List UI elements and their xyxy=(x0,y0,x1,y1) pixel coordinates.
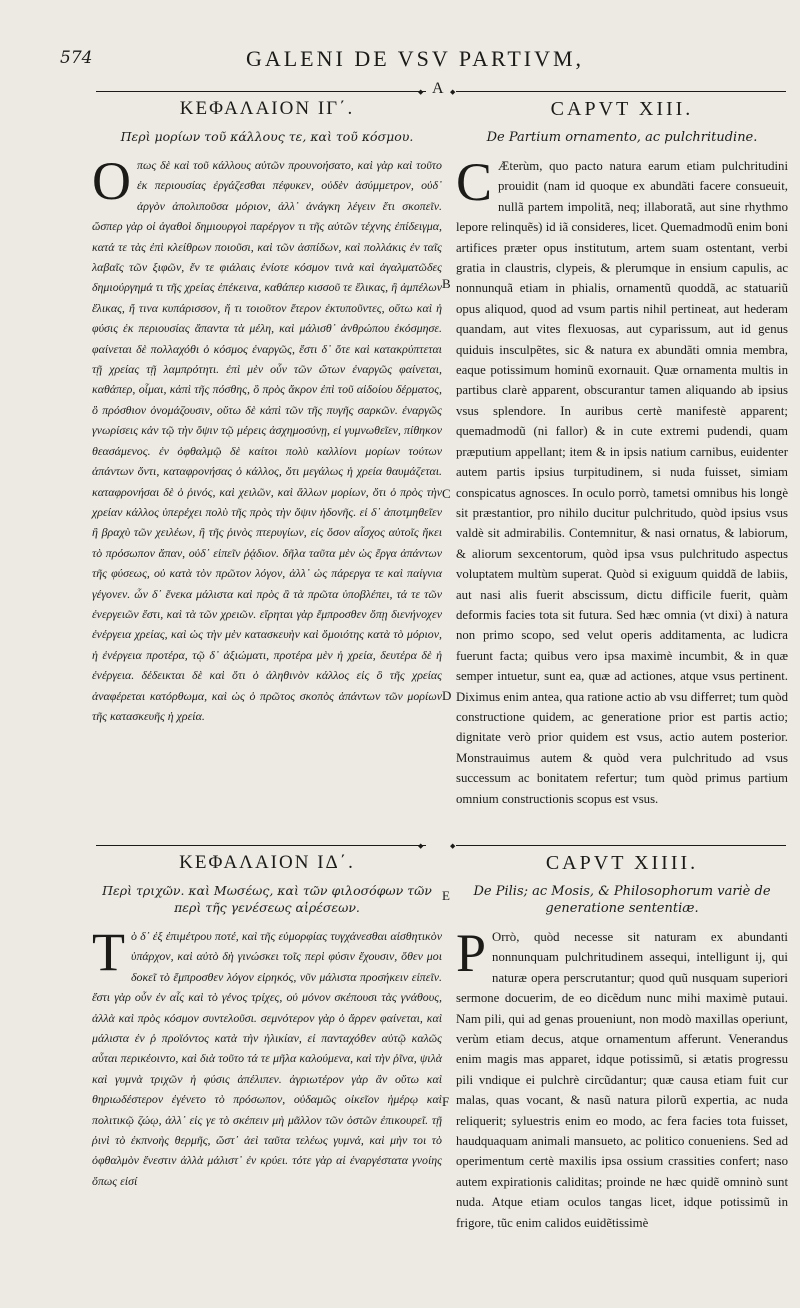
chapter-text: Orrò, quòd necesse sit naturam ex abundanti nonnunquam pulchritudinem assequi, intelligunt ij, qui naturæ opera perscrutantur; quod quũ nusquam superiori sermone docuerim, de eo dicẽdum nunc mihi maximè putaui. Nam pili, qui ad genas proueniunt, non modò maxillas operiunt, verùm etiam decus, atque ornamentum afferunt. Venerandus enim magis mas apparet, idque potissimũ, si ætatis progressu pili vndique ei pulchrè circũdantur; quæ causa etiam fuit cur malas, quas vocant, & nasũ natura pilorũ expertia, ac nuda reliquerit; syluestris enim eo modo, ac fera facies tota fuisset, haudquaquam animali mansueto, ac politico conueniens. Sed ad operimentum certè maxilis ipsa ossium crassities confert; naso autem expirationis caliditas; proinde ne hæc quidẽ omninò sunt nuda. Atque etiam oculos tangas licet, idque potissimũ in frigore, tũc enim calidos euidẽtissimè xyxy=(456,930,788,1230)
margin-letter-f: F xyxy=(442,1094,450,1109)
greek-chapter-13 xyxy=(92,98,442,726)
section-mark-a: A xyxy=(432,80,444,97)
margin-letter-c: C xyxy=(442,486,451,501)
chapter-subtitle: Περὶ μορίων τοῦ κάλλους τε, καὶ τοῦ κόσμου. xyxy=(120,129,414,144)
chapter-subtitle: De Partium ornamento, ac pulchritudine. xyxy=(486,130,758,145)
chapter-subtitle: De Pilis; ac Mosis, & Philosophorum variè de generatione sententiæ. xyxy=(473,884,771,916)
rule-right xyxy=(456,91,786,92)
rule-left xyxy=(96,845,426,846)
chapter-heading: CAPVT XIIII. xyxy=(545,852,699,874)
page-header xyxy=(60,42,770,82)
drop-cap: Τ xyxy=(92,922,125,982)
chapter-subtitle: Περὶ τριχῶν. καὶ Μωσέως, καὶ τῶν φιλοσόφων τῶν περὶ τῆς γενέσεως αἱρέσεων. xyxy=(102,883,432,915)
chapter-text: ὸ δ᾽ ἐξ ἐπιμέτρου ποτέ, καὶ τῆς εὐμορφίας τυγχάνεσθαι αἰσθητικὸν ὑπάρχον, καὶ αὐτὸ δὴ γινώσκει τοῖς περὶ φύσιν ἔχουσιν, ὅθεν μοι δοκεῖ τὸ ἔμπροσθεν λόγον εἰρηκός, νῦν μάλιστα προσήκειν εἰπεῖν. ἔστι γὰρ οὖν ἐν αἷς καὶ τὸ γένος τρίχες, οὐ μόνον σκέπουσι τὰς γνάθους, ἀλλὰ καὶ πρὸς κόσμον συντελοῦσι. σεμνότερον γὰρ ὁ ἄρρεν φαίνεται, καὶ μάλιστα ἐν ῥ προϊόντος κατὰ τὴν ἡλικίαν, εἰ πανταχόθεν αὐτῷ καλῶς αὗται περικέοιντο, καὶ διὰ τοῦτο τά τε μῆλα καλούμενα, καὶ τὴν ῥῖνα, ψιλὰ καὶ γυμνὰ τριχῶν ἡ φύσις ἀπέλιπεν. ἀγριωτέρον γὰρ ἂν οὕτω καὶ θηριωδέστερον ἐγένετο τὸ πρόσωπον, οὐδαμῶς οἰκεῖον ἡμέρῳ καὶ πολιτικῷ ζώῳ, ἀλλ᾽ εἰς γε τὸ σκέπειν μὴ μᾶλλον τῶν ὀστῶν ἐπικουρεῖ. τῇ ῥινὶ τὸ ἐκπνοὴς θερμῆς, ὥστ᾽ ἀεὶ ταῦτα τελέως γυμνά, καὶ μὴν τοι τὸ ὀφθαλμὸν ἔνεστιν ἀλλὰ μάλιστ᾽ ἐν κρύει. τότε γὰρ αἱ ἐναργέστατα γνοίης ὅπως εἰσί xyxy=(92,929,442,1188)
margin-letter-b: B xyxy=(442,276,451,291)
page-number: 574 xyxy=(60,48,93,68)
chapter-body xyxy=(456,152,788,809)
margin-letter-e: E xyxy=(442,888,450,903)
rule-left xyxy=(96,91,426,92)
latin-chapter-13 xyxy=(456,98,788,809)
rule-right xyxy=(456,845,786,846)
chapter-text: Æterùm, quo pacto natura earum etiam pulchritudini prouidit (nam id quoque ex abundãti facere consueuit, nullã partem impolitã, neq; illaboratã, aut sine rhythmo lepore relinquẽs) id iã consideres, licet. Quemadmodũ enim boni artifices præter opus institutum, artem suam ostentant, verbi gratia in claustris, clypeis, & plerumque in ensium capulis, ac nonnunquã etiam in phialis, ornamentũ quoddã, ac statuariũ opus aliquod, quod ad vsum partis nihil pertineat, aut hederam quandam, aut vites flexuosas, aut cyparissum, aut id genus quiduis insculpẽtes, sic & natura ex abundãti omnia membra, eaque potissimum hominũ exornauit. Quæ ornamenta multis in partibus clarè apparent, obscurantur tamen aliquando ab ipsius vsus splendore. In auribus certè manifestè apparent; quemadmodũ (ni fallor) & in cute extremi pudendi, quam præputium appellant; item & in ipsis natium carnibus, euidenter autem partis ipsius turpitudinem, si nuda fuisset, simiam conspicatus agnosces. In oculo porrò, tametsi omnibus his longè sit præstantior, pro nihilo ducitur pulchritudo, quòd ipsius vsus valdè sit admirabilis. Contemnitur, & nasi ornatus, & labiorum, & aliorum sexcentorum, quòd ipsa vsus pulchritudo aspectus voluptatem multùm superat. Quòd si exiguum quiddã de labiis, aut nasi alis fuerit abscissum, dictu difficile fuerit, quàm deformis facies tota sit futura. Sed hæc omnia (vt dixi) à natura non primo scopo, sed velut operis additamenta, ac ludicra fuerunt facta; quibus vero ipsa maximè incumbit, & in quæ semper intuetur, sunt ea, quæ ad actiones, atque vsus pertinent. Diximus enim antea, qua ratione actio ab vsu differret; tum quòd constructione quidem, ac generatione prior est partis actio; dignitate verò prior quidem est vsus, actio autem posterior. Monstrauimus autem & quòd vera pulchritudo ad vsus successum ac bonitatem refertur; tum quòd primus partium omnium constructionis scopus est vsus. xyxy=(456,159,788,806)
middle-rule: ◆ ◆ xyxy=(96,834,786,858)
top-rule: ◆ A ◆ xyxy=(96,80,786,104)
chapter-heading: CAPVT XIII. xyxy=(550,98,694,120)
margin-letter-d: D xyxy=(442,688,452,703)
running-title: GALENI DE VSV PARTIVM, xyxy=(245,46,585,71)
drop-cap: C xyxy=(456,152,493,212)
chapter-body xyxy=(92,922,442,1191)
drop-cap: Ο xyxy=(92,151,131,211)
chapter-text: πως δὲ καὶ τοῦ κάλλους αὐτῶν προυνοήσατο, καὶ γὰρ καὶ τοῦτο ἐκ περιουσίας ἐργάζεσθαι πέφυκεν, οὐδὲν ἀσύμμετρον, οὐδ᾽ ἀργὸν ἀπολιποῦσα μόριον, ἀλλ᾽ ἀνάγκη λέγειν ἔτι σκοπεῖν. ὥσπερ γὰρ οἱ ἀγαθοὶ δημιουργοὶ παρέργον τι τῆς αὐτῶν τέχνης ἐπίδειγμα, κατά τε τὰς ἐπὶ κλείθρων ποιοῦσι, καὶ τῶν ἀσπίδων, καὶ πολλάκις ἐν ταῖς λαβαῖς τῶν ξιφῶν, ἔν τε φιάλαις ἐνίοτε κόσμον τινὰ καὶ ἀγαλματῶδες δημιούργημά τι τῆς χρείας ἐπέκεινα, καθάπερ κισσοῦ τε ἕλικας, ἢ ἀμπέλων ἕλικας, ἤ τινα κυπάρισσον, ἤ τι τοιοῦτον ἕτερον ἐκτυποῦντες, οὕτω καὶ ἡ φύσις ἐκ περιουσίας ἅπαντα τὰ μέλη, καὶ μάλισθ᾽ ἀνθρώπου ἐκόσμησε. φαίνεται δὲ πολλαχόθι ὁ κόσμος ἐναργῶς, ἔστι δ᾽ ὅτε καὶ κατακρύπτεται τῇ χρείας τῇ λαμπρότητι. ἐπὶ μὲν οὖν τῶν ὤτων ἐναργῶς φαίνεται, καθάπερ, οἶμαι, κἀπὶ τῆς πόσθης, ὃ πρὸς ἄκρον ἐπὶ τοῦ αἰδοίου δέρματος, ὃ πρόσθιον ὀνομάζουσιν, οὕτω δὲ κἀπὶ τῶν τῆς πυγῆς σαρκῶν. ἐναργῶς γνωρίσεις κἀν τῷ τὴν ὄψιν τῷ μέρεις ἀσχημοσύνῃ, εἰ γυμνωθεῖεν, πίθηκον θεασάμενος. ἐν ὀφθαλμῷ δὲ καίτοι πολὺ καλλίονι μορίων τούτων ἁπάντων ὄντι, καταφρονήσας ὁ κάλλος, ὅτι μεγάλως ἡ χρεία θαυμάζεται. καταφρονήσαι δὲ ὁ ῥινός, καὶ χειλῶν, καὶ ἄλλων μορίων, ὅτι ὁ πρὸς τὴν χρείαν κάλλος ὑπερέχει πολὺ τῆς πρὸς τὴν ὄψιν ἡδονῆς. εἰ δ᾽ ἀποτμηθεῖεν ἢ βραχὺ τῶν χειλέων, ἢ τῆς ῥινὸς πτερυγίων, εἰς ὅσον αἶσχος αὐτοῖς ἥκει τὸ πρόσωπον ἅπαν, οὐδ᾽ εἰπεῖν ῥᾴδιον. δῆλα ταῦτα μὲν ὡς ἔργα ἀπάντων τῆς φύσεως, οὐ κατὰ τὸν πρῶτον λόγον, ἀλλ᾽ ὡς πάρεργα τε καὶ παίγνια γέγονεν. ὧν δ᾽ ἕνεκα μάλιστα καὶ πρὸς ἃ τὰ πρῶτα ὑποβλέπει, τά τε τῶν ἐνεργειῶν ἔστι, καὶ τὰ τῶν χρειῶν. εἴρηται γὰρ ἔμπροσθεν ὅπῃ διενήνοχεν ἐνέργεια χρείας, καὶ ὡς τὴν μὲν κατασκευὴν καὶ ὅμοιότης κατὰ τὸ μόριον, ἡ ἐνέργεια προτέρα, τῷ δ᾽ ἀξιώματι, προτέρα μὲν ἡ χρεία, δευτέρα δὲ ἡ ἐνέργεια. δέδεικται δὲ καὶ ὅτι ὁ ἀληθινὸν κάλλος εἰς ὃ τῆς χρείας ἀναφέρεται κατόρθωμα, καὶ ὡς ὁ πρῶτος σκοπὸς ἁπάντων τῶν μορίων τῆς κατασκευῆς ἡ χρεία. xyxy=(92,158,442,723)
chapter-heading: ΚΕΦΑΛΑΙΟΝ ΙΓ΄. xyxy=(179,98,355,119)
greek-chapter-14 xyxy=(92,852,442,1191)
drop-cap: P xyxy=(456,923,487,983)
chapter-body xyxy=(456,923,788,1233)
chapter-heading: ΚΕΦΑΛΑΙΟΝ ΙΔ΄. xyxy=(179,852,355,873)
chapter-body xyxy=(92,151,442,726)
latin-chapter-14 xyxy=(456,852,788,1233)
